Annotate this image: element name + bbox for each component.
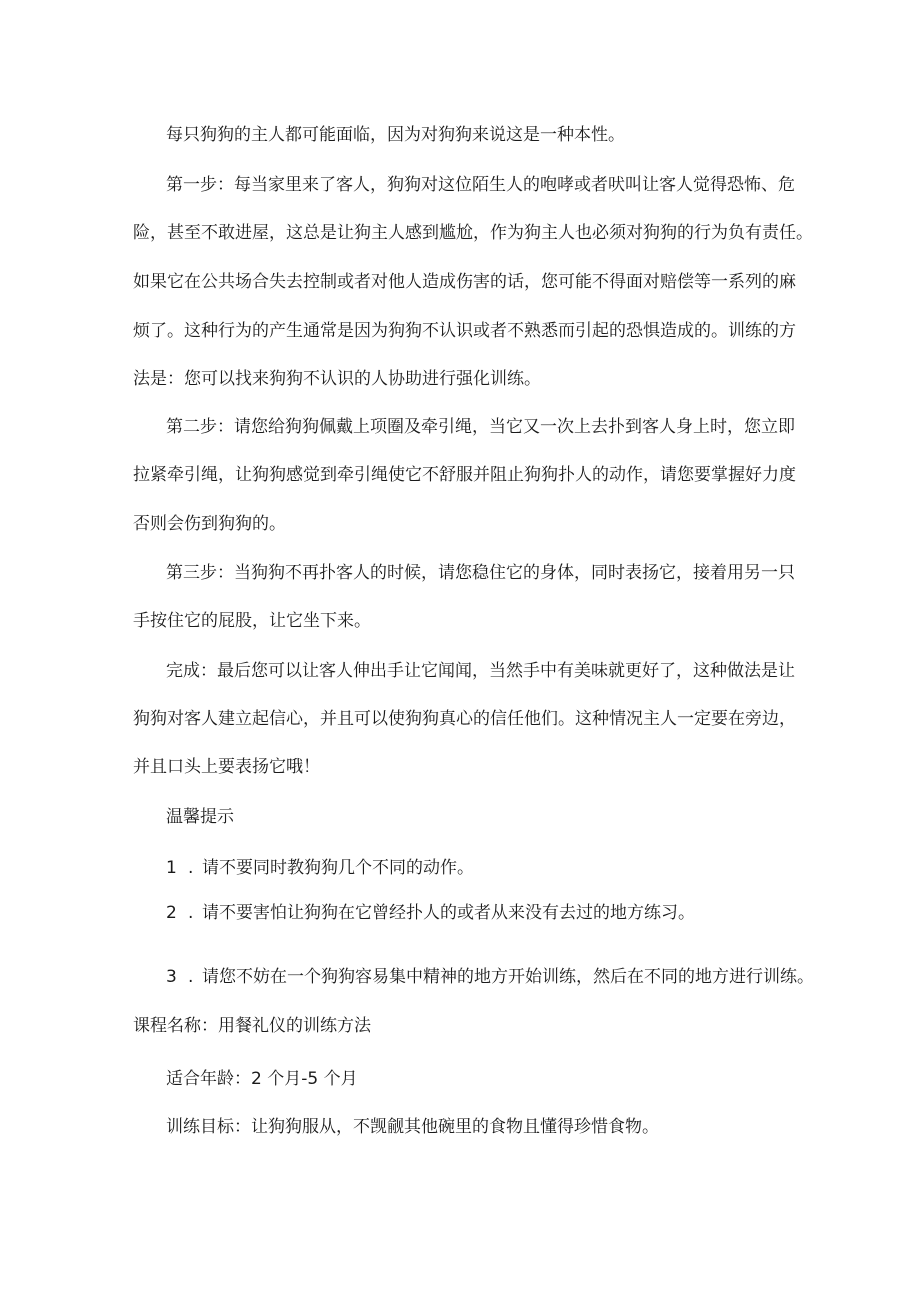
tip-number: 3	[166, 967, 177, 987]
step3-line: 第三步：当狗狗不再扑客人的时候，请您稳住它的身体，同时表扬它，接着用另一只	[166, 563, 795, 583]
tip-item	[166, 857, 474, 879]
tip-dot: .	[188, 858, 194, 878]
intro-paragraph: 每只狗狗的主人都可能面临，因为对狗狗来说这是一种本性。	[166, 125, 625, 145]
finish-line: 完成：最后您可以让客人伸出手让它闻闻，当然手中有美味就更好了，这种做法是让	[166, 661, 795, 681]
tip-text: 请不要同时教狗狗几个不同的动作。	[202, 858, 474, 878]
step1-line: 如果它在公共场合失去控制或者对他人造成伤害的话，您可能不得面对赔偿等一系列的麻	[133, 272, 796, 292]
finish-line: 狗狗对客人建立起信心，并且可以使狗狗真心的信任他们。这种情况主人一定要在旁边，	[133, 709, 796, 729]
finish-line: 并且口头上要表扬它哦！	[133, 757, 320, 777]
tip-number: 2	[166, 903, 177, 923]
step1-line: 烦了。这种行为的产生通常是因为狗狗不认识或者不熟悉而引起的恐惧造成的。训练的方	[133, 321, 796, 341]
step2-line: 第二步：请您给狗狗佩戴上项圈及牵引绳，当它又一次上去扑到客人身上时，您立即	[166, 417, 795, 437]
tip-number: 1	[166, 858, 177, 878]
tip-text: 请您不妨在一个狗狗容易集中精神的地方开始训练，然后在不同的地方进行训练。	[202, 967, 814, 987]
course-name: 课程名称：用餐礼仪的训练方法	[133, 1016, 371, 1036]
tip-item	[166, 902, 695, 924]
step1-line: 第一步：每当家里来了客人，狗狗对这位陌生人的咆哮或者吠叫让客人觉得恐怖、危	[166, 175, 795, 195]
step3-line: 手按住它的屁股，让它坐下来。	[133, 611, 371, 631]
step1-line: 法是：您可以找来狗狗不认识的人协助进行强化训练。	[133, 369, 541, 389]
step1-line: 险，甚至不敢进屋，这总是让狗主人感到尴尬，作为狗主人也必须对狗狗的行为负有责任。	[133, 223, 813, 243]
course-age: 适合年龄：2 个月-5 个月	[166, 1069, 358, 1089]
step2-line: 否则会伤到狗狗的。	[133, 514, 286, 534]
tip-dot: .	[188, 967, 194, 987]
tip-text: 请不要害怕让狗狗在它曾经扑人的或者从来没有去过的地方练习。	[202, 903, 695, 923]
tips-heading: 温馨提示	[166, 807, 234, 827]
tip-dot: .	[188, 903, 194, 923]
course-goal: 训练目标：让狗狗服从，不觊觎其他碗里的食物且懂得珍惜食物。	[166, 1117, 659, 1137]
step2-line: 拉紧牵引绳，让狗狗感觉到牵引绳使它不舒服并阻止狗狗扑人的动作，请您要掌握好力度	[133, 465, 796, 485]
tip-item	[166, 966, 814, 988]
